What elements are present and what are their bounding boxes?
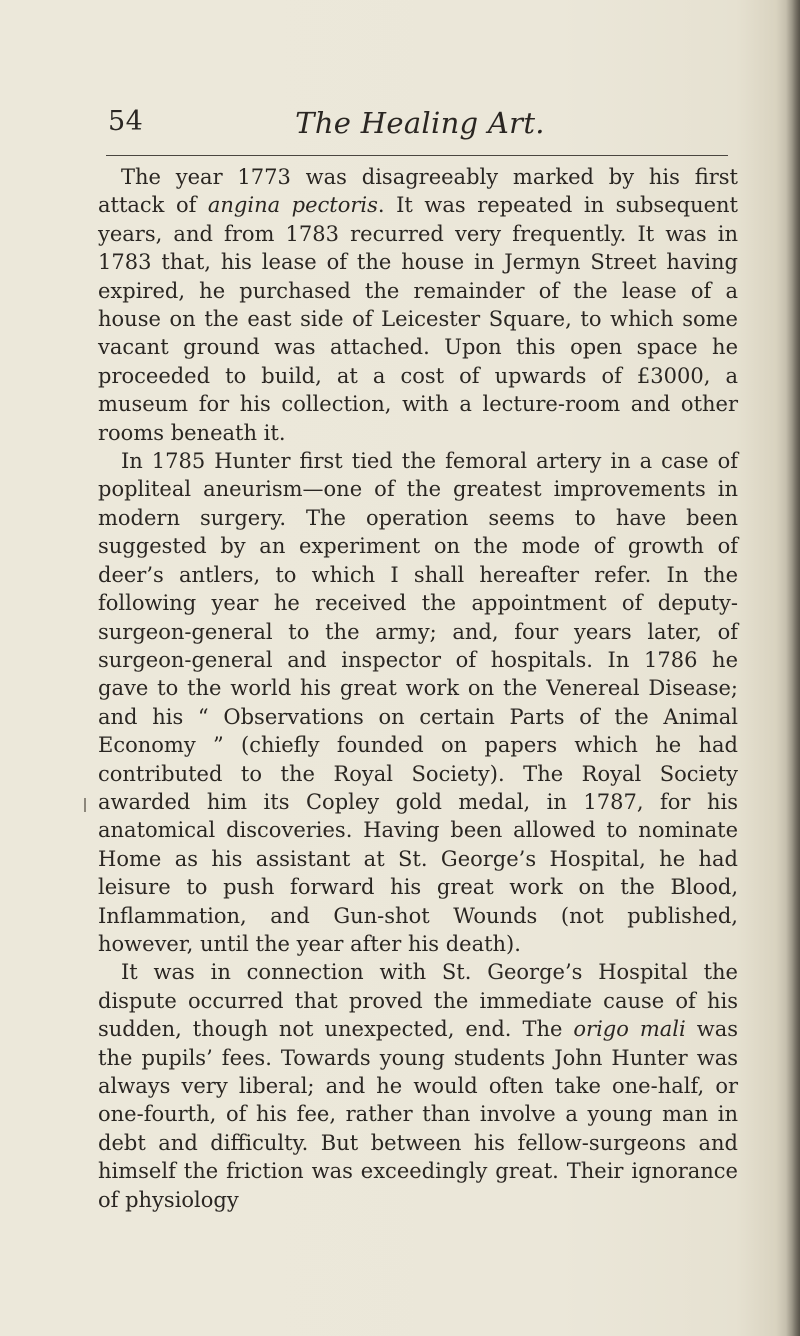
text-run: It was in connection with St. George’s Hospital the dispute occurred that proved the immediate cause of his sudden, though not unexpected, end. The bbox=[98, 960, 738, 1042]
body-text bbox=[98, 163, 738, 1214]
paragraph bbox=[98, 163, 738, 447]
paragraph bbox=[98, 447, 738, 958]
text-run: The year 1773 was disagreeably marked by his first attack of bbox=[98, 165, 738, 218]
text-run: was the pupils’ fees. Towards young students John Hunter was always very liberal; and he would often take one-half, or one-fourth, of his fee, rather than involve a young man in debt and difficulty. But between his fellow-surgeons and himself the friction was exceedingly great. Their ignorance of physiology bbox=[98, 1017, 739, 1212]
italic-phrase: angina pectoris bbox=[207, 193, 378, 218]
running-title: The Healing Art. bbox=[295, 106, 545, 140]
page-edge-shadow bbox=[786, 0, 800, 1336]
page-header bbox=[100, 104, 740, 144]
italic-phrase: origo mali bbox=[573, 1017, 686, 1042]
paragraph bbox=[98, 958, 738, 1214]
text-run: . It was repeated in subsequent years, and from 1783 recurred very frequently. It was in 1783 that, his lease of the house in Jermyn Street having expired, he purchased the remainder of the lease of a house on the east side of Leicester Square, to which some vacant ground was attached. Upon this open space he proceeded to build, at a cost of upwards of £3000, a museum for his collection, with a lecture-room and other rooms beneath it. bbox=[98, 193, 738, 445]
margin-mark bbox=[84, 798, 86, 812]
text-run: In 1785 Hunter first tied the femoral artery in a case of popliteal aneurism—one of the greatest improvements in modern surgery. The operation seems to have been suggested by an experiment on the mode of growth of deer’s antlers, to which I shall hereafter refer. In the following year he received the appointment of deputy-surgeon-general to the army; and, four years later, of surgeon-general and inspector of hospitals. In 1786 he gave to the world his great work on the Venereal Disease; and his “ Observations on certain Parts of the Animal Economy ” (chiefly founded on papers which he had contributed to the Royal Society). The Royal Society awarded him its Copley gold medal, in 1787, for his anatomical discoveries. Having been allowed to nominate Home as his assistant at St. George’s Hospital, he had leisure to push forward his great work on the Blood, Inflammation, and Gun-shot Wounds (not published, however, until the year after his death). bbox=[98, 449, 738, 956]
page-number: 54 bbox=[108, 106, 144, 137]
header-rule bbox=[106, 155, 728, 156]
